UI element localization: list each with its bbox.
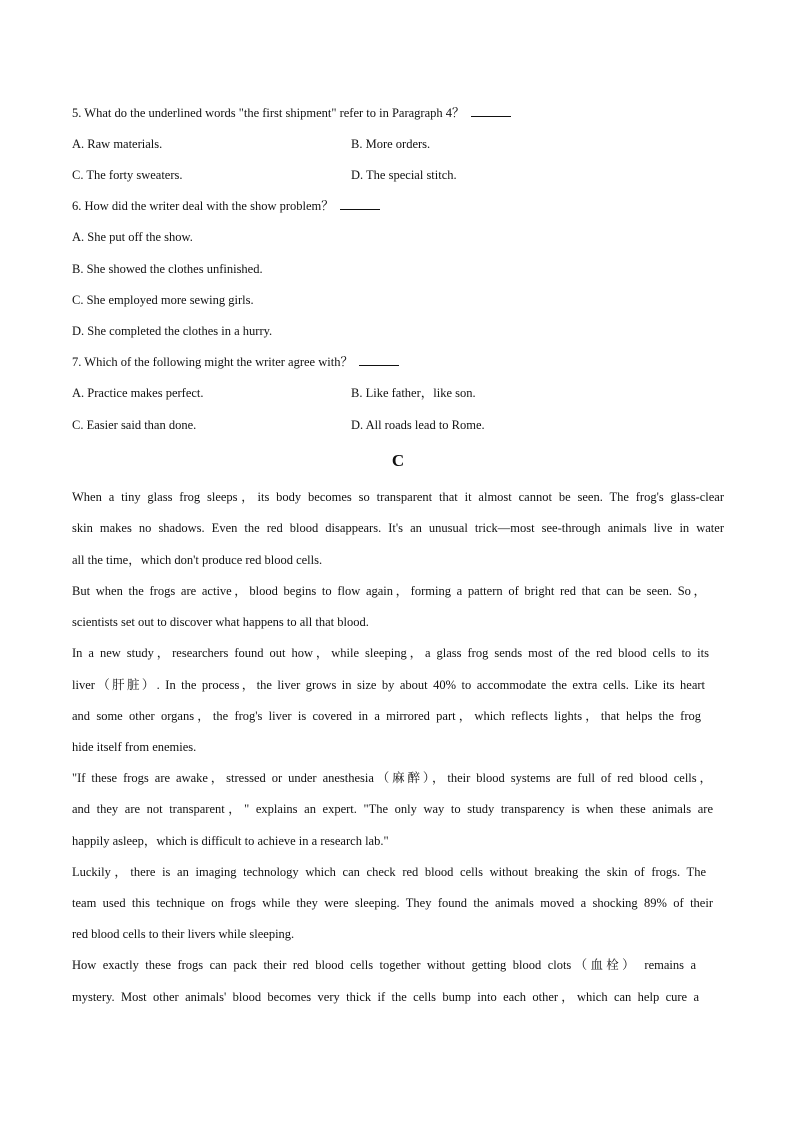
passage-line: and some other organs，the frog's liver is covered in a mirrored part，which reflects lights，that helps the frog — [72, 709, 701, 723]
section-title: C — [391, 451, 405, 470]
question-5-stem: 5. What do the underlined words "the first shipment" refer to in Paragraph 4？ — [72, 105, 511, 121]
answer-blank[interactable] — [340, 199, 380, 210]
question-7-option-d: D. All roads lead to Rome. — [351, 418, 485, 432]
question-6-option-c: C. She employed more sewing girls. — [72, 293, 254, 307]
passage-line: red blood cells to their livers while sleeping. — [72, 927, 295, 941]
passage-line: all the time，which don't produce red blood cells. — [72, 553, 323, 567]
question-5-option-c: C. The forty sweaters. — [72, 168, 183, 182]
passage-line: scientists set out to discover what happens to all that blood. — [72, 615, 369, 629]
question-5-option-b: B. More orders. — [351, 137, 431, 151]
passage-line: liver（肝脏）. In the process，the liver grows in size by about 40% to accommodate the extra cells. Like its heart — [72, 678, 705, 692]
answer-blank[interactable] — [359, 355, 399, 366]
question-6-option-a: A. She put off the show. — [72, 230, 193, 244]
passage-line: "If these frogs are awake，stressed or under anesthesia（麻醉），their blood systems are full of red blood cells， — [72, 771, 712, 785]
question-7-stem: 7. Which of the following might the writer agree with？ — [72, 354, 399, 370]
question-5-option-a: A. Raw materials. — [72, 137, 163, 151]
passage-line: skin makes no shadows. Even the red blood disappears. It's an unusual trick—most see-through animals live in water — [72, 521, 724, 535]
question-6-option-b: B. She showed the clothes unfinished. — [72, 262, 263, 276]
question-7-option-c: C. Easier said than done. — [72, 418, 197, 432]
question-7-option-a: A. Practice makes perfect. — [72, 386, 204, 400]
question-6-option-d: D. She completed the clothes in a hurry. — [72, 324, 273, 338]
question-7-option-b: B. Like father，like son. — [351, 386, 476, 400]
passage-line: How exactly these frogs can pack their red blood cells together without getting blood clots（血栓） remains a — [72, 958, 696, 972]
question-5-option-d: D. The special stitch. — [351, 168, 457, 182]
passage-line: and they are not transparent，" explains an expert. "The only way to study transparency is when these animals are — [72, 802, 713, 816]
passage-line: In a new study，researchers found out how，while sleeping，a glass frog sends most of the red blood cells to its — [72, 646, 709, 660]
passage-line: happily asleep，which is difficult to achieve in a research lab." — [72, 834, 389, 848]
passage-line: team used this technique on frogs while they were sleeping. They found the animals moved a shocking 89% of their — [72, 896, 713, 910]
passage-line: When a tiny glass frog sleeps，its body becomes so transparent that it almost cannot be seen. The frog's glass-clear — [72, 490, 724, 504]
passage-line: But when the frogs are active，blood begins to flow again，forming a pattern of bright red that can be seen. So， — [72, 584, 706, 598]
passage-line: hide itself from enemies. — [72, 740, 197, 754]
passage-line: Luckily，there is an imaging technology which can check red blood cells without breaking the skin of frogs. The — [72, 865, 706, 879]
passage-line: mystery. Most other animals' blood becomes very thick if the cells bump into each other，which can help cure a — [72, 990, 699, 1004]
question-6-stem: 6. How did the writer deal with the show problem？ — [72, 198, 380, 214]
answer-blank[interactable] — [471, 106, 511, 117]
